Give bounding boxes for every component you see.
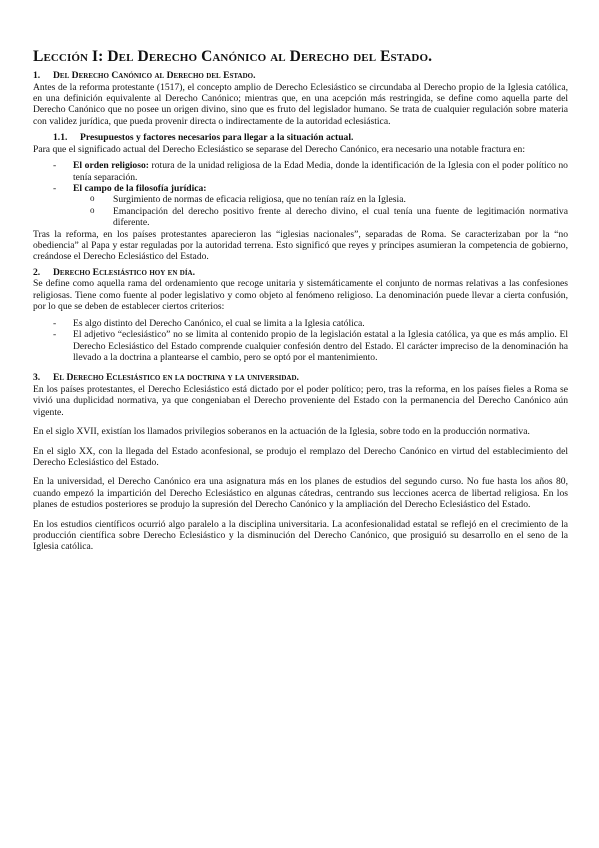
document-title: Lección I: Del Derecho Canónico al Derecho del Estado.	[33, 48, 433, 65]
dash-bullet: -	[53, 329, 57, 341]
item-bold-label: El orden religioso:	[73, 160, 149, 172]
section-2-title: Derecho Eclesiástico hoy en día.	[53, 266, 196, 278]
section-1-1-intro: Para que el significado actual del Derecho Eclesiástico se separase del Derecho Canónico, era necesario una notable fractura en:	[33, 143, 525, 155]
section-3-heading	[33, 372, 568, 384]
item-bold-label: El campo de la filosofía jurídica:	[73, 183, 207, 195]
section-3-paragraph-2: En el siglo XVII, existían los llamados privilegios soberanos en la actuación de la Iglesia, sobre todo en la producción normativa.	[33, 426, 530, 438]
section-3-title: El Derecho Eclesiástico en la doctrina y la universidad.	[53, 372, 299, 384]
section-1-title: Del Derecho Canónico al Derecho del Estado.	[53, 70, 256, 81]
sub-list-item	[73, 194, 568, 205]
section-3-paragraph-5: En los estudios científicos ocurrió algo paralelo a la disciplina universitaria. La aconfesionalidad estatal se reflejó en el crecimiento de la producción científica sobre Derecho Eclesiástico y la disminución del Derecho Canónico, que prosiguió su desarrollo en el seno de la Iglesia católica.	[33, 518, 568, 553]
section-1-heading	[33, 70, 568, 82]
list-item	[33, 318, 568, 329]
section-1-1-heading	[33, 132, 568, 144]
section-1-paragraph: Antes de la reforma protestante (1517), el concepto amplio de Derecho Eclesiástico se circundaba al Derecho propio de la Iglesia católica, en una definición equivalente al Derecho Canónico; mientras que, en una acepción más restringida, se define como aquella parte del Derecho Canónico que no posee un origen divino, sino que es fruto del legislador humano. Se trata de cualquier regulación sobre materia con validez jurídica, que pueda provenir directa o indirectamente de la autoridad eclesiástica.	[33, 81, 568, 127]
section-1-1-after-paragraph: Tras la reforma, en los países protestantes aparecieron las “iglesias nacionales”, separadas de Roma. Se caracterizaban por la “no obediencia” al Papa y estar reguladas por la autoridad terrena. Esto significó que reyes y príncipes asumieran la competencia de gobierno, creándose el Derecho Eclesiástico del Estado.	[33, 228, 568, 263]
section-2-number: 2.	[33, 266, 41, 278]
section-1-1-number: 1.1.	[53, 132, 68, 144]
item-text: Es algo distinto del Derecho Canónico, el cual se limita a la Iglesia católica.	[73, 317, 365, 329]
sub-list	[73, 194, 568, 228]
sub-item-text: Surgimiento de normas de eficacia religiosa, que no tenían raíz en la Iglesia.	[113, 194, 406, 206]
dash-bullet: -	[53, 183, 57, 195]
sub-list-item	[73, 206, 568, 229]
section-1-1-title: Presupuestos y factores necesarios para llegar a la situación actual.	[80, 132, 354, 144]
section-1-number: 1.	[33, 70, 41, 81]
circle-bullet: o	[90, 204, 95, 215]
item-text: El adjetivo “eclesiástico” no se limita al contenido propio de la legislación estatal a la Iglesia católica, ya que es más amplio. El Derecho Eclesiástico del Estado comprende cualquier confesión dentro del Estado. El carácter impreciso de la denominación ha llevado a la doctrina a plantearse el cambio, pero se optó por el mantenimiento.	[73, 329, 568, 363]
criteria-list	[33, 318, 568, 364]
circle-bullet: o	[90, 193, 95, 204]
item-text: rotura de la unidad religiosa de la Edad Media, donde la identificación de la Iglesia con el poder político no tenía separación.	[73, 160, 568, 183]
section-2-paragraph: Se define como aquella rama del ordenamiento que recoge unitaria y sistemáticamente el conjunto de normas relativas a las confesiones religiosas. Tiene como fuente al poder legislativo y como objeto al fenómeno religioso. La denominación puede llevar a cierta confusión, por lo que se deben de establecer ciertos criterios:	[33, 278, 568, 313]
list-item	[33, 183, 568, 229]
section-3-paragraph-3: En el siglo XX, con la llegada del Estado aconfesional, se produjo el remplazo del Derecho Canónico en virtud del establecimiento del Derecho Eclesiástico del Estado.	[33, 445, 568, 468]
section-3-paragraph-4: En la universidad, el Derecho Canónico era una asignatura más en los planes de estudios del segundo curso. No fue hasta los años 80, cuando empezó la impartición del Derecho Eclesiástico en algunas cátedras, centrando sus lecciones acerca de libertad religiosa. En los planes de estudios posteriores se produjo la supresión del Derecho Canónico y la ampliación del Derecho Eclesiástico del Estado.	[33, 476, 568, 511]
list-item	[33, 329, 568, 363]
dash-bullet: -	[53, 317, 57, 329]
section-2-heading	[33, 267, 568, 279]
sub-item-text: Emancipación del derecho positivo frente al derecho divino, el cual tenía una fuente de legitimación normativa diferente.	[113, 205, 568, 229]
factors-list	[33, 160, 568, 228]
section-3-paragraph-1: En los países protestantes, el Derecho Eclesiástico está dictado por el poder político; pero, tras la reforma, en los países fieles a Roma se vivió una duplicidad normativa, ya que congeniaban el Derecho proveniente del Estado con la permanencia del Derecho Canónico aún vigente.	[33, 383, 568, 418]
list-item	[33, 160, 568, 183]
section-3-number: 3.	[33, 372, 41, 384]
dash-bullet: -	[53, 160, 57, 172]
